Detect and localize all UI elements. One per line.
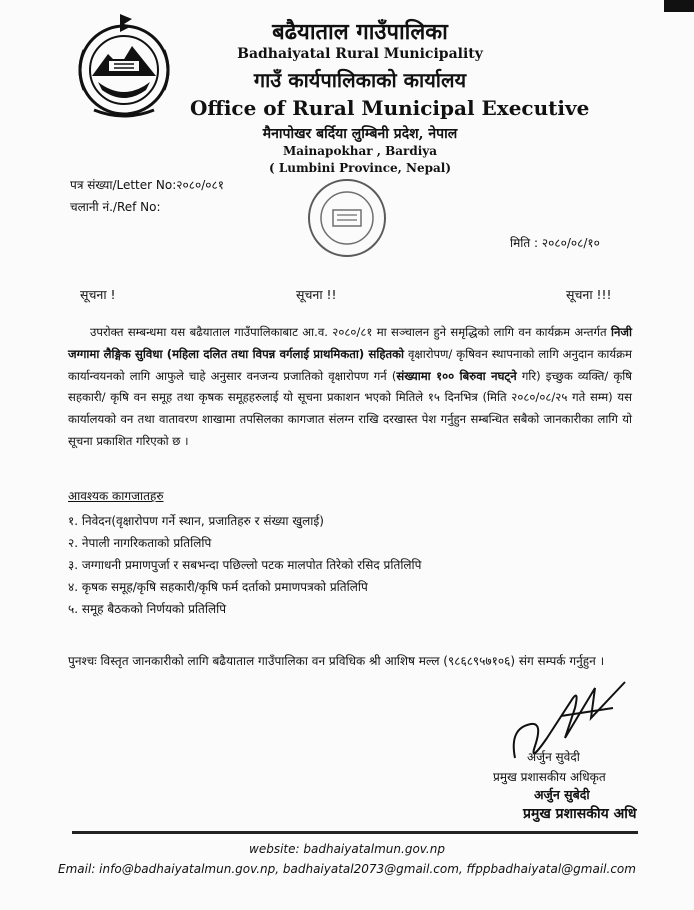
office-stamp-icon — [285, 170, 405, 265]
body-text-3: गरि) इच्छुक व्यक्ति/ कृषि सहकारी/ कृषि वन समूह तथा कृषक समूहहरुलाई यो सूचना प्रकाशन भएको मितिले १५ दिनभित्र (मिति २०८०/०८/२५ गते सम्म) यस कार्यालयको वन तथा वातावरण शाखामा तपसिलका कागजात संलग्न राखि दरखास्त पेश गर्नुहुन सम्बन्धित सबैको जानकारीका लागि यो सूचना प्रकाशित गरिएको छ । — [68, 368, 632, 448]
address-nepali: मैनापोखर बर्दिया लुम्बिनी प्रदेश, नेपाल — [262, 126, 458, 142]
footer-divider — [72, 831, 638, 834]
scan-corner-mark — [664, 0, 694, 12]
signatory-name: अर्जुन सुवेदी — [527, 750, 580, 764]
list-item: १. निवेदन(वृक्षारोपण गर्ने स्थान, प्रजातिहरु र संख्या खुलाई) — [68, 514, 324, 528]
postscript-label: पुनश्चः — [68, 654, 97, 668]
address-english-line2: ( Lumbini Province, Nepal) — [268, 161, 452, 175]
required-documents-title: आवश्यक कागजातहरु — [68, 489, 164, 503]
list-item: ४. कृषक समूह/कृषि सहकारी/कृषि फर्म दर्ताको प्रमाणपत्रको प्रतिलिपि — [68, 580, 368, 594]
notice-heading-right: सूचना !!! — [566, 287, 612, 302]
body-bold-2: संख्यामा १०० बिरुवा नघट्ने — [396, 368, 517, 383]
list-item: ५. समूह बैठकको निर्णयको प्रतिलिपि — [68, 602, 227, 616]
footer-email: Email: info@badhaiyatalmun.gov.np, badhaiyatal2073@gmail.com, ffppbadhaiyatal@gmail.com — [58, 862, 636, 876]
municipality-name-nepali: बढैयाताल गाउँपालिका — [272, 19, 448, 45]
required-documents-list — [68, 510, 421, 620]
signatory-title: प्रमुख प्रशासकीय अधिकृत — [493, 770, 606, 784]
list-item: ३. जग्गाधनी प्रमाणपुर्जा र सबभन्दा पछिल्लो पटक मालपोत तिरेको रसिद प्रतिलिपि — [68, 558, 422, 572]
body-text-1: उपरोक्त सम्बन्धमा यस बढैयाताल गाउँपालिकाबाट आ.व. २०८०/८१ मा सञ्चालन हुने समृद्धिको लागि वन कार्यक्रम अन्तर्गत — [90, 325, 611, 339]
stamped-name: अर्जुन सुबेदी — [534, 787, 590, 802]
list-item: २. नेपाली नागरिकताको प्रतिलिपि — [68, 536, 212, 550]
notice-body-paragraph — [68, 322, 632, 453]
footer-website: website: badhaiyatalmun.gov.np — [249, 842, 445, 856]
stamped-title: प्रमुख प्रशासकीय अधि — [523, 806, 637, 822]
notice-heading-left: सूचना ! — [80, 287, 116, 302]
reference-number: चलानी नं./Ref No: — [70, 200, 161, 214]
body-bold-1: निजी जग्गामा लैङ्गिक सुविधा (महिला दलित तथा विपन्न वर्गलाई प्राथमिकता) सहितको — [68, 325, 632, 361]
municipality-name-english: Badhaiyatal Rural Municipality — [237, 46, 483, 62]
postscript-text: विस्तृत जानकारीको लागि बढैयाताल गाउँपालिका वन प्रविधिक श्री आशिष मल्ल (९८६८९५७१०६) संग सम्पर्क गर्नुहुन । — [96, 654, 605, 668]
address-english-line1: Mainapokhar , Bardiya — [282, 144, 438, 158]
government-emblem-icon — [68, 10, 180, 122]
office-name-english: Office of Rural Municipal Executive — [190, 96, 590, 120]
office-name-nepali: गाउँ कार्यपालिकाको कार्यालय — [253, 68, 467, 92]
letter-date: मिति : २०८०/०८/१० — [510, 236, 600, 250]
letter-number: पत्र संख्या/Letter No:२०८०/०८१ — [70, 178, 224, 192]
body-text-2: वृक्षारोपण/ कृषिवन स्थापनाको लागि अनुदान कार्यक्रम कार्यान्वयनको लागि आफुले चाहे अनुसार वनजन्य प्रजातिको वृक्षारोपण गर्न ( — [68, 346, 632, 383]
notice-heading-center: सूचना !! — [296, 287, 337, 302]
